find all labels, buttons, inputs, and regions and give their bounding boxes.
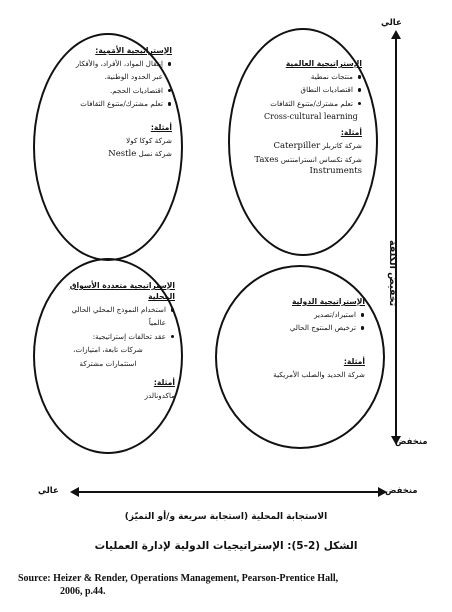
example-item: شركة الحديد والصلب الأمريكية: [273, 369, 365, 379]
example-item: [250, 155, 362, 176]
example-item: [60, 149, 172, 160]
y-axis-title: تخفيض الكلفة: [387, 240, 398, 307]
global-strategy-box: [250, 58, 362, 176]
example-item: شركة كوكا كولا: [126, 135, 172, 145]
example-name-en: Nestle: [108, 149, 137, 160]
arrow-left-icon: [70, 487, 79, 497]
list-item: إنتقال المواد، الأفراد، والأفكار: [60, 59, 172, 69]
international-strategy-list: [240, 310, 365, 334]
examples-title: أمثلة:: [153, 378, 175, 388]
x-axis-title: الاستجابة المحلية (استجابة سريعة و/أو التميّز): [124, 512, 328, 522]
list-item: تعلم مشترك/متنوع الثقافات: [250, 99, 362, 109]
multidomestic-strategy-list: [50, 305, 175, 369]
list-item-continuation: عبر الحدود الوطنية.: [104, 72, 163, 82]
figure-caption: الشكل (2-5): الإستراتيجيات الدولية لإدارة العمليات: [94, 540, 358, 552]
list-item: اقتصاديات النطاق: [250, 85, 362, 95]
examples-title: أمثلة:: [340, 128, 362, 138]
global-strategy-list: [250, 72, 362, 109]
y-axis-line: [395, 36, 397, 438]
examples-title: أمثلة:: [150, 122, 172, 132]
multidomestic-strategy-box: [50, 280, 175, 402]
global-strategy-heading: الإستراتيجية العالمية: [285, 59, 362, 68]
example-name-en: Taxes Instruments: [254, 154, 362, 176]
x-axis-high-label: عالي: [38, 486, 59, 496]
list-item: منتجات نمطية: [250, 72, 362, 82]
example-item: [250, 141, 362, 152]
international-strategy-box: [240, 296, 365, 380]
list-item: عقد تحالفات إستراتيجية:: [50, 332, 175, 342]
example-name-ar: شركة نسل: [138, 149, 172, 159]
list-item: تعلم مشترك/متنوع الثقافات: [60, 99, 172, 109]
y-axis-low-label: منخفض: [395, 437, 428, 447]
arrow-up-icon: [391, 30, 401, 39]
examples-title: أمثلة:: [343, 356, 365, 366]
cross-cultural-learning-text: Cross-cultural learning: [264, 112, 358, 122]
transnational-strategy-box: [60, 45, 172, 160]
list-item: استخدام النموذج المحلي الحالي: [50, 305, 175, 315]
source-citation: [18, 572, 438, 598]
source-line-2: 2006, p.44.: [60, 586, 106, 597]
international-strategy-heading: الإستراتيجية الدولية: [291, 297, 365, 306]
example-name-en: Caterpiller: [273, 141, 321, 152]
example-name-ar: شركة كاتربلر: [322, 141, 362, 151]
transnational-strategy-list: [60, 59, 172, 110]
multidomestic-strategy-heading: الإستراتيجية متعددة الأسواق المحلية: [69, 281, 175, 301]
list-item-continuation: عالمياً: [148, 318, 166, 328]
transnational-strategy-heading: الإستراتيجية الأمَمِية:: [95, 46, 172, 55]
example-item: ماكدونالدز: [144, 391, 175, 401]
list-item-continuation: استثمارات مشتركة: [79, 358, 137, 368]
y-axis-high-label: عالي: [381, 18, 402, 28]
x-axis-low-label: منخفض: [385, 486, 418, 496]
list-item: استيراد/تصدير: [240, 310, 365, 320]
example-name-ar: شركة تكساس انسترامنتس: [280, 154, 362, 164]
list-item: ترخيص المنتوج الحالي: [240, 323, 365, 333]
x-axis-line: [78, 491, 378, 493]
list-item: اقتصاديات الحجم.: [60, 86, 172, 96]
list-item-continuation: شركات تابعة، امتيازات،: [73, 345, 143, 355]
source-line-1: Source: Heizer & Render, Operations Management, Pearson-Prentice Hall,: [18, 573, 339, 584]
